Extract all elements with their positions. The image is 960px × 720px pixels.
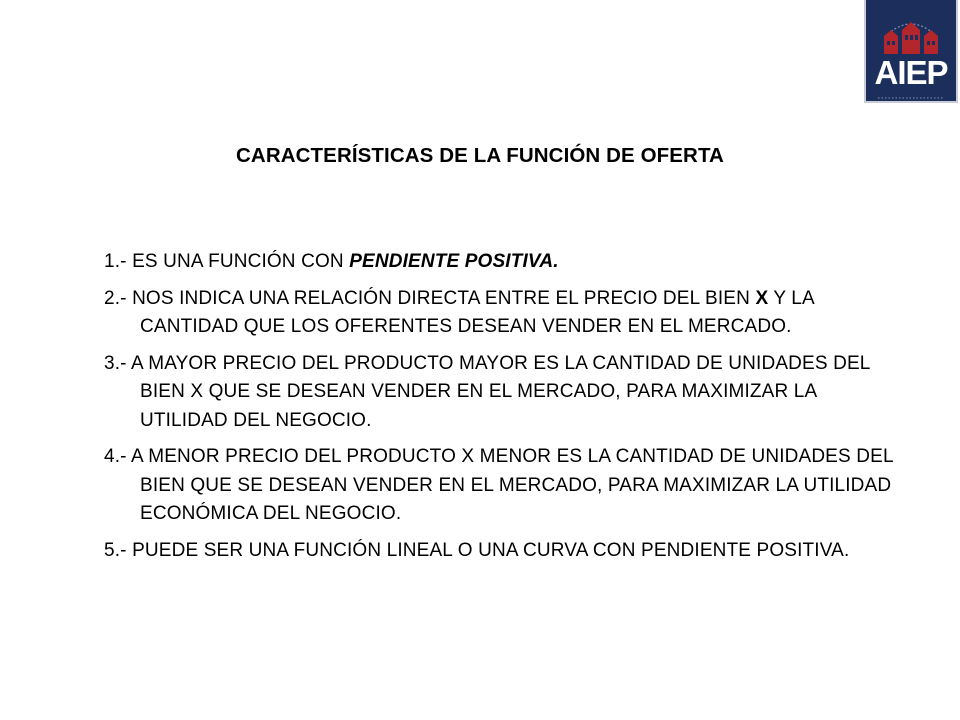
page-title: CARACTERÍSTICAS DE LA FUNCIÓN DE OFERTA [236, 144, 724, 167]
characteristics-list [104, 248, 904, 573]
list-item [104, 285, 904, 342]
aiep-logo [864, 0, 958, 103]
item-text: NOS INDICA UNA RELACIÓN DIRECTA ENTRE EL PRECIO DEL BIEN [132, 287, 756, 309]
item-emphasis: X [755, 287, 769, 309]
item-number: 1.- [104, 251, 127, 272]
list-item [104, 248, 904, 277]
item-number: 4.- [104, 446, 127, 467]
item-text: A MENOR PRECIO DEL PRODUCTO X MENOR ES LA CANTIDAD DE UNIDADES DEL BIEN QUE SE DESEAN VENDER EN EL MERCADO, PARA MAXIMIZAR LA UTILIDAD ECONÓMICA DEL NEGOCIO. [131, 446, 893, 524]
item-text-end: Y LA CANTIDAD QUE LOS OFERENTES DESEAN VENDER EN EL MERCADO. [140, 287, 814, 337]
item-number: 3.- [104, 352, 127, 374]
list-item [104, 443, 904, 529]
item-number: 5.- [104, 539, 127, 561]
list-item [104, 537, 904, 566]
item-text: A MAYOR PRECIO DEL PRODUCTO MAYOR ES LA CANTIDAD DE UNIDADES DEL BIEN X QUE SE DESEAN VENDER EN EL MERCADO, PARA MAXIMIZAR LA UTILIDAD DEL NEGOCIO. [131, 352, 870, 431]
item-text: PUEDE SER UNA FUNCIÓN LINEAL O UNA CURVA CON PENDIENTE POSITIVA. [132, 539, 850, 561]
item-emphasis: PENDIENTE POSITIVA. [349, 251, 559, 272]
item-number: 2.- [104, 287, 127, 309]
item-text: ES UNA FUNCIÓN CON [132, 251, 350, 272]
list-item [104, 350, 904, 436]
logo-text: AIEP [874, 54, 948, 91]
